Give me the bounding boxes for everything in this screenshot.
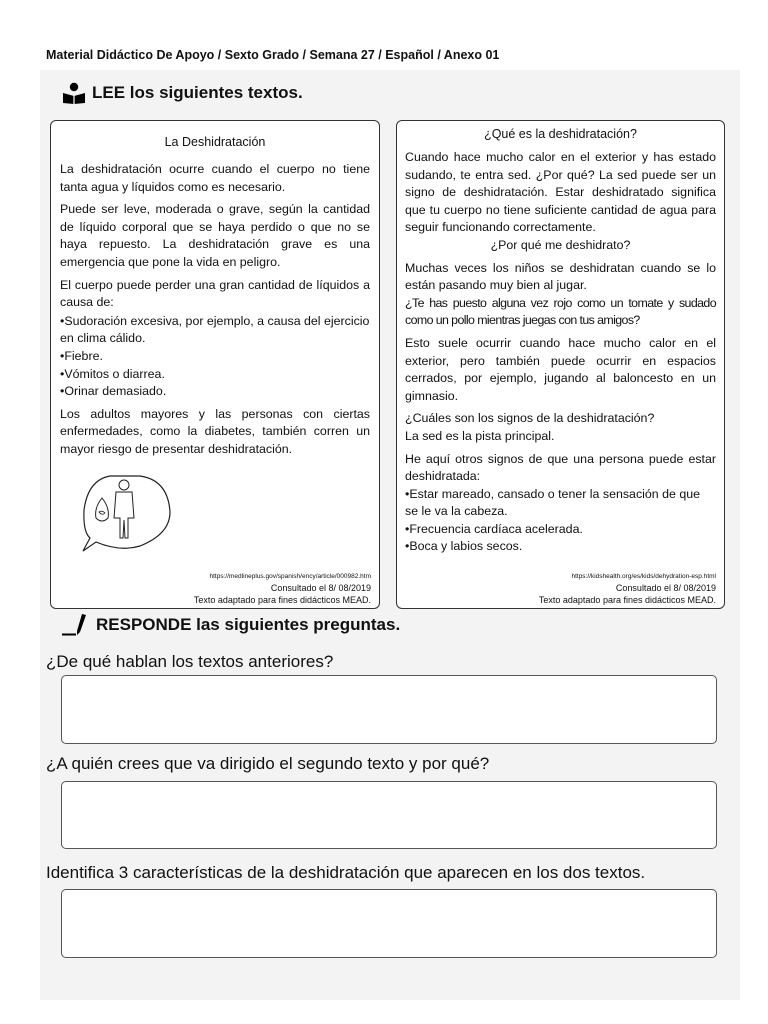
text2-credits <box>539 572 716 606</box>
text2-bullet: •Frecuencia cardíaca acelerada. <box>405 521 583 536</box>
text1-credits <box>194 572 371 606</box>
text2-paragraph: He aquí otros signos de que una persona puede estar deshidratada: <box>405 451 716 484</box>
text1-bullet: •Sudoración excesiva, por ejemplo, a causa del ejercicio en clima cálido. <box>60 313 370 346</box>
text2-bullet: •Estar mareado, cansado o tener la sensación de que se le va la cabeza. <box>405 486 701 519</box>
text1-bullet: •Fiebre. <box>60 348 103 363</box>
read-section-label: LEE los siguientes textos. <box>92 83 303 102</box>
reader-icon <box>62 82 86 104</box>
question-3: Identifica 3 características de la deshidratación que aparecen en los dos textos. <box>46 863 646 882</box>
text2-paragraph: Muchas veces los niños se deshidratan cuando se lo están pasando muy bien al jugar. <box>405 260 716 293</box>
answer-box-3[interactable] <box>61 889 717 958</box>
read-section-title <box>62 82 303 104</box>
text1-adapted-note: Texto adaptado para fines didácticos MEAD. <box>193 595 371 605</box>
text2-paragraph: ¿Te has puesto alguna vez rojo como un tomate y sudado como un pollo mientras juegas con tus amigos? <box>405 295 716 328</box>
text2-question: ¿Cuáles son los signos de la deshidratación? <box>405 411 655 426</box>
respond-section-title <box>62 614 400 636</box>
text1-paragraph: Puede ser leve, moderada o grave, según la cantidad de líquido corporal que se haya perdido o que no se haya repuesto. La deshidratación grave es una emergencia que pone la vida en peligro. <box>60 202 370 269</box>
question-2: ¿A quién crees que va dirigido el segundo texto y por qué? <box>46 754 490 773</box>
respond-section-label: RESPONDE las siguientes preguntas. <box>96 615 401 634</box>
answer-box-2[interactable] <box>61 781 717 849</box>
text1-paragraph: El cuerpo puede perder una gran cantidad de líquidos a causa de: <box>60 277 370 310</box>
text-box-que-es-deshidratacion <box>396 120 725 609</box>
text2-bullet: •Boca y labios secos. <box>405 539 523 554</box>
answer-box-1[interactable] <box>61 675 717 744</box>
thirsty-person-icon <box>80 472 175 552</box>
text1-paragraph: La deshidratación ocurre cuando el cuerpo no tiene tanta agua y líquidos como es necesario. <box>60 162 370 194</box>
question-1: ¿De qué hablan los textos anteriores? <box>46 652 334 671</box>
text1-bullet: •Vómitos o diarrea. <box>60 366 165 381</box>
worksheet-header: Material Didáctico De Apoyo / Sexto Grado / Semana 27 / Español / Anexo 01 <box>46 48 500 62</box>
text1-consulted: Consultado el 8/ 08/2019 <box>270 583 371 593</box>
text2-title: ¿Qué es la deshidratación? <box>484 127 637 141</box>
text2-adapted-note: Texto adaptado para fines didácticos MEAD. <box>538 595 716 605</box>
text1-bullet: •Orinar demasiado. <box>60 384 167 399</box>
text1-source-url: https://medlineplus.gov/spanish/ency/article/000982.htm <box>209 573 371 580</box>
text1-title: La Deshidratación <box>164 135 266 149</box>
text2-paragraph: Esto suele ocurrir cuando hace mucho calor en el exterior, pero también puede ocurrir en espacios cerrados, por ejemplo, jugando al baloncesto en un gimnasio. <box>405 335 716 403</box>
text2-paragraph: La sed es la pista principal. <box>405 428 555 443</box>
text2-source-url: https://kidshealth.org/es/kids/dehydration-esp.html <box>571 573 716 580</box>
pencil-writing-icon <box>62 614 90 636</box>
text1-paragraph: Los adultos mayores y las personas con ciertas enfermedades, como la diabetes, también corren un mayor riesgo de presentar deshidratación. <box>60 406 370 456</box>
text2-paragraph: Cuando hace mucho calor en el exterior y has estado sudando, te entra sed. ¿Por qué? La sed puede ser un signo de deshidratación. Estar deshidratado significa que tu cuerpo no tiene suficiente cantidad de agua para seguir funcionando correctamente. <box>405 150 716 235</box>
text2-consulted: Consultado el 8/ 08/2019 <box>615 583 716 593</box>
text2-subtitle: ¿Por qué me deshidrato? <box>490 237 631 252</box>
